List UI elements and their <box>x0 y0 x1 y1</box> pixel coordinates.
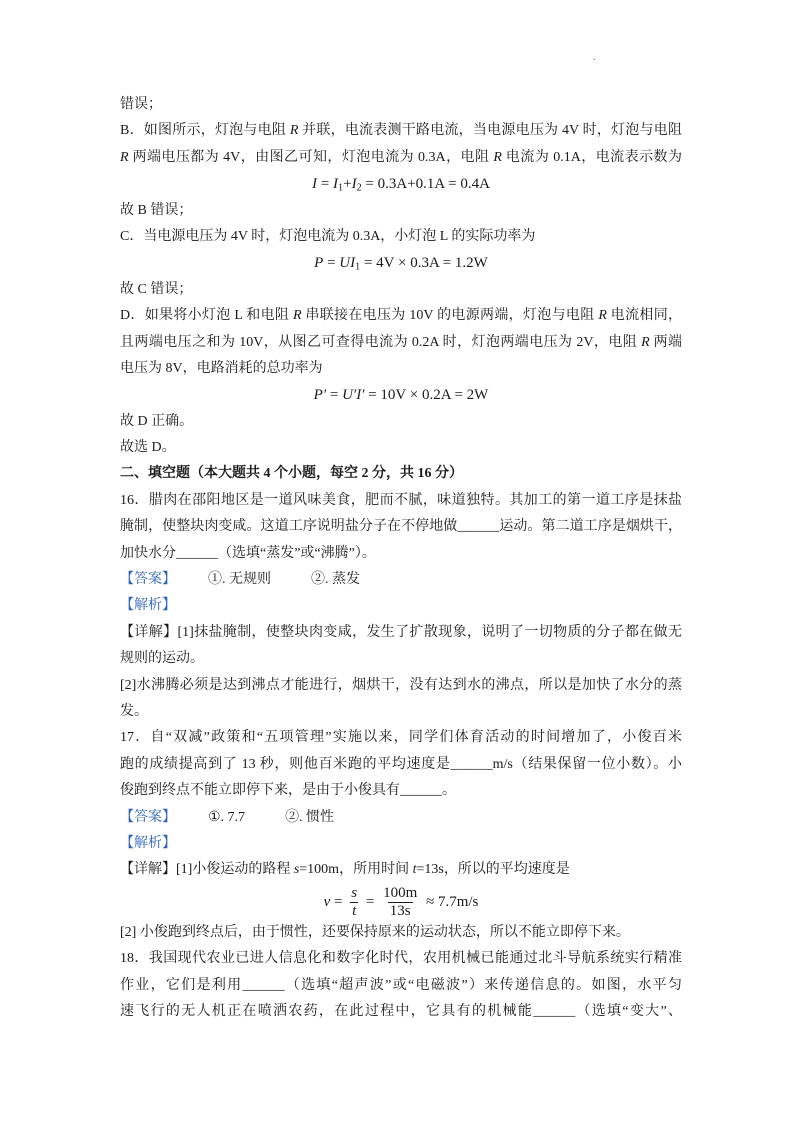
variable: I <box>333 176 338 193</box>
text-segment: [2] 小俊跑到终点后，由于惯性，还要保持原来的运动状态，所以不能立即停下来。 <box>120 924 630 940</box>
text-line <box>120 999 682 1025</box>
text-segment: 腌制，使整块肉变咸。这道工序说明盐分子在不停地做______运动。第二道工序是烟烘干， <box>120 519 682 535</box>
equation <box>120 250 682 276</box>
text-line <box>120 409 682 435</box>
text-segment: + <box>343 176 352 193</box>
text-segment: 加快水分______（选填“蒸发”或“沸腾”）。 <box>120 545 376 561</box>
variable: R <box>293 308 302 324</box>
text-line <box>120 277 682 303</box>
text-segment: 16．腊肉在邵阳地区是一道风味美食，肥而不腻，味道独特。其加工的第一道工序是抹盐 <box>120 492 682 508</box>
text-line <box>120 356 682 382</box>
text-segment: ②. 惯性 <box>285 809 335 825</box>
text-segment: = 10V × 0.2A = 2W <box>364 387 489 404</box>
text-segment: 规则的运动。 <box>120 651 204 667</box>
text-segment: D．如果将小灯泡 L 和电阻 <box>120 308 294 324</box>
subscript: 2 <box>356 182 362 194</box>
text-segment: [2]水沸腾必须是达到沸点才能进行，烟烘干，没有达到水的沸点，所以是加快了水分的蒸 <box>120 677 682 693</box>
equation <box>120 884 682 920</box>
text-line <box>120 488 682 514</box>
text-segment: ①. 7.7 <box>208 809 246 825</box>
text-segment: 发。 <box>120 703 148 719</box>
fraction-numerator: s <box>351 884 358 901</box>
text-segment: 错误； <box>120 97 162 112</box>
text-segment: 【答案】 <box>120 809 176 825</box>
text-line <box>120 973 682 999</box>
variable: s <box>293 862 300 878</box>
text-line <box>120 145 682 171</box>
text-segment: 故 B 错误； <box>120 202 193 218</box>
text-line <box>120 831 682 857</box>
text-line <box>120 752 682 778</box>
variable: R <box>598 308 607 324</box>
text-segment: ②. 蒸发 <box>311 572 360 588</box>
text-line <box>120 673 682 699</box>
fraction <box>349 886 359 919</box>
text-segment: =100m，所用时间 <box>299 862 413 878</box>
variable: R <box>493 149 502 165</box>
text-line <box>120 92 682 118</box>
variable: UI <box>339 255 356 272</box>
variable: P′ <box>313 387 327 404</box>
text-segment: ①. 无规则 <box>208 572 271 588</box>
text-line <box>120 620 682 646</box>
text-line <box>120 699 682 725</box>
text-segment: 故 D 正确。 <box>120 413 194 429</box>
text-line <box>120 725 682 751</box>
text-line <box>120 435 682 461</box>
text-segment: 【解析】 <box>120 835 176 851</box>
text-segment: 17．自“双减”政策和“五项管理”实施以来，同学们体育活动的时间增加了，小俊百米 <box>120 730 682 746</box>
variable: U′I′ <box>342 387 365 404</box>
variable: I <box>312 176 318 193</box>
text-segment: 18．我国现代农业已进人信息化和数字化时代，农用机械已能通过北斗导航系统实行精准 <box>120 951 682 967</box>
text-line <box>120 778 682 804</box>
text-segment: 速飞行的无人机正在喷洒农药，在此过程中，它具有的机械能______（选填“变大”、 <box>120 1003 682 1019</box>
document-body <box>120 92 682 1025</box>
text-line <box>120 920 682 946</box>
text-segment: = <box>323 255 340 272</box>
text-segment: 二、填空题（本大题共 4 个小题，每空 2 分，共 16 分） <box>120 466 463 482</box>
text-segment: = 4V × 0.3A = 1.2W <box>360 255 488 272</box>
text-line <box>120 303 682 329</box>
variable: P <box>314 255 324 272</box>
text-segment: 两端电压都为 4V，由图乙可知，灯泡电流为 0.3A，电阻 <box>128 149 494 165</box>
text-segment: 电压为 8V，电路消耗的总功率为 <box>120 360 323 376</box>
text-segment: 作业，它们是利用______（选填“超声波”或“电磁波”）来传递信息的。如图，水平匀 <box>120 977 682 993</box>
text-line <box>120 857 682 883</box>
equation <box>120 171 682 197</box>
text-line <box>120 646 682 672</box>
fraction-denominator: t <box>352 902 357 919</box>
answer-line <box>120 567 682 593</box>
text-segment: 并联，电流表测干路电流，当电源电压为 4V 时，灯泡与电阻 <box>298 123 682 139</box>
text-segment: 且两端电压之和为 10V，从图乙可查得电流为 0.2A 时，灯泡两端电压为 2V，电阻 <box>120 334 642 350</box>
text-segment: 【详解】[1]小俊运动的路程 <box>120 862 294 878</box>
text-segment: =13s，所以的平均速度是 <box>416 862 570 878</box>
text-segment: 电流相同， <box>606 308 683 324</box>
text-segment: ≈ 7.7m/s <box>422 893 479 910</box>
variable: R <box>289 123 299 139</box>
section-heading <box>120 461 682 487</box>
text-segment: 两端 <box>649 334 682 350</box>
text-segment: 故选 D。 <box>120 440 176 456</box>
text-line <box>120 198 682 224</box>
text-segment: = 0.3A+0.1A = 0.4A <box>361 176 490 193</box>
text-segment: 【详解】[1]抹盐腌制，使整块肉变咸，发生了扩散现象，说明了一切物质的分子都在做无 <box>120 624 682 640</box>
text-segment: 电流为 0.1A，电流表示数为 <box>501 149 682 165</box>
text-segment: = <box>317 176 333 193</box>
text-segment: = <box>326 387 343 404</box>
text-line <box>120 541 682 567</box>
text-segment: = <box>330 893 347 910</box>
text-segment: B．如图所示，灯泡与电阻 <box>120 123 290 139</box>
text-line <box>120 946 682 972</box>
header-mark: . <box>593 52 596 63</box>
text-line <box>120 330 682 356</box>
subscript: 1 <box>355 261 361 273</box>
text-segment: 串联接在电压为 10V 的电源两端，灯泡与电阻 <box>301 308 599 324</box>
fraction-numerator: 100m <box>383 884 418 901</box>
text-line <box>120 224 682 250</box>
text-line <box>120 514 682 540</box>
text-line <box>120 118 682 144</box>
subscript: 1 <box>338 182 344 194</box>
equation <box>120 382 682 408</box>
answer-line <box>120 805 682 831</box>
variable: R <box>641 334 650 350</box>
text-line <box>120 593 682 619</box>
text-segment: 跑的成绩提高到了 13 秒，则他百米跑的平均速度是______m/s（结果保留一位小数）。小 <box>120 756 682 772</box>
variable: I <box>351 176 357 193</box>
variable: v <box>323 893 331 910</box>
fraction <box>381 886 419 919</box>
text-segment: C．当电源电压为 4V 时，灯泡电流为 0.3A，小灯泡 L 的实际功率为 <box>120 228 536 244</box>
fraction-denominator: 13s <box>389 902 411 919</box>
variable: R <box>120 149 129 165</box>
text-segment: 俊跑到终点不能立即停下来，是由于小俊具有______。 <box>120 783 456 799</box>
text-segment: 【答案】 <box>120 572 176 588</box>
variable: t <box>412 862 417 878</box>
text-segment: 故 C 错误； <box>120 281 193 297</box>
text-segment: 【解析】 <box>120 598 176 614</box>
text-segment: = <box>362 893 379 910</box>
